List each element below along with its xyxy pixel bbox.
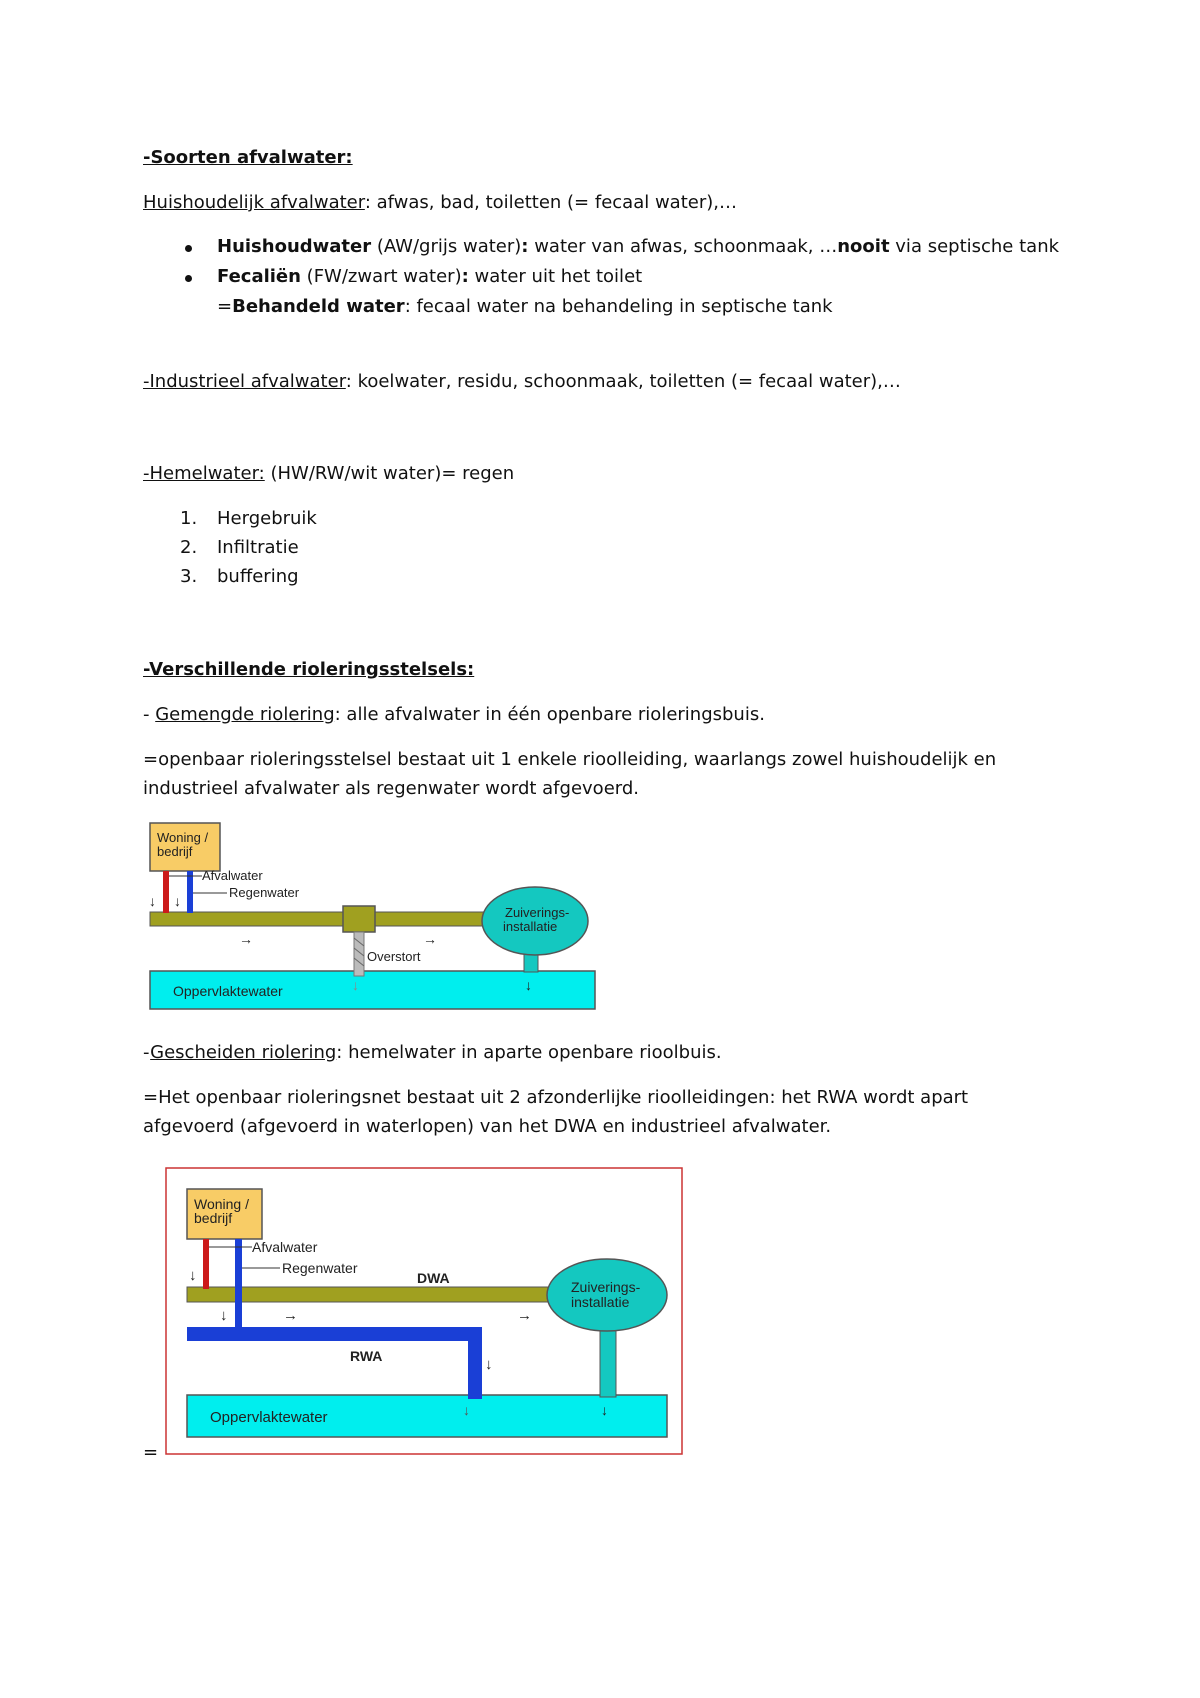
gemengd-desc-2: industrieel afvalwater als regenwater wordt afgevoerd. bbox=[143, 778, 639, 799]
afvalwater-label: Afvalwater bbox=[252, 1239, 318, 1255]
rwa-pipe bbox=[187, 1327, 482, 1341]
gemengd-line bbox=[143, 704, 765, 725]
gescheiden-label: Gescheiden riolering bbox=[150, 1042, 337, 1063]
arrow-down-icon: ↓ bbox=[485, 1356, 493, 1373]
main-pipe bbox=[150, 912, 485, 926]
regenwater-label: Regenwater bbox=[229, 885, 300, 900]
arrow-down-icon: ↓ bbox=[189, 1267, 197, 1284]
dash-prefix: - bbox=[143, 1042, 151, 1063]
oppervlaktewater-label: Oppervlaktewater bbox=[210, 1409, 328, 1426]
list-item: buffering bbox=[217, 566, 299, 587]
arrow-right-icon: → bbox=[517, 1307, 532, 1324]
list-number: 3. bbox=[180, 566, 198, 587]
arrow-down-icon: ↓ bbox=[220, 1307, 228, 1324]
list-item: Infiltratie bbox=[217, 537, 299, 558]
list-item: Hergebruik bbox=[217, 508, 317, 529]
dwa-pipe bbox=[187, 1287, 557, 1302]
rwa-label: RWA bbox=[350, 1348, 383, 1364]
huishoudelijk-rest: : afwas, bad, toiletten (= fecaal water),… bbox=[364, 192, 737, 213]
arrow-right-icon: → bbox=[283, 1307, 298, 1324]
woning-label: Woning / bbox=[194, 1196, 249, 1212]
bullet-dot bbox=[185, 275, 192, 282]
gescheiden-line bbox=[143, 1042, 722, 1063]
zuivering-label: installatie bbox=[571, 1294, 630, 1310]
dash-prefix: - bbox=[143, 704, 156, 725]
regenwater-pipe bbox=[235, 1239, 242, 1329]
behandeld-rest: : fecaal water na behandeling in septische tank bbox=[404, 296, 833, 317]
woning-label: Woning / bbox=[157, 830, 209, 845]
bullet-fecalien bbox=[217, 266, 642, 287]
bullet-text: (AW/grijs water) bbox=[371, 236, 522, 257]
behandeld-line bbox=[217, 296, 833, 317]
oppervlaktewater-label: Oppervlaktewater bbox=[173, 983, 283, 999]
bullet-text: water van afwas, schoonmaak, … bbox=[528, 236, 838, 257]
arrow-down-icon: ↓ bbox=[149, 893, 156, 909]
regenwater-label: Regenwater bbox=[282, 1260, 358, 1276]
industrieel-label: -Industrieel afvalwater bbox=[143, 371, 346, 392]
huishoudelijk-line bbox=[143, 192, 737, 213]
woning-label: bedrijf bbox=[194, 1210, 233, 1226]
afvalwater-pipe bbox=[163, 871, 169, 913]
bullet-bold: Huishoudwater bbox=[217, 236, 372, 257]
bullet-dot bbox=[185, 245, 192, 252]
arrow-down-icon: ↓ bbox=[601, 1402, 608, 1418]
industrieel-rest: : koelwater, residu, schoonmaak, toiletten (= fecaal water),… bbox=[345, 371, 901, 392]
arrow-right-icon: → bbox=[423, 931, 437, 947]
gemengd-rest: : alle afvalwater in één openbare rioleringsbuis. bbox=[334, 704, 765, 725]
heading-soorten-afvalwater: -Soorten afvalwater: bbox=[143, 147, 353, 168]
bullet-colon: : bbox=[461, 266, 469, 287]
bullet-text: water uit het toilet bbox=[468, 266, 643, 287]
diagram-gemengde-riolering bbox=[145, 818, 600, 1018]
bullet-text: via septische tank bbox=[889, 236, 1060, 257]
overstort-box bbox=[343, 906, 375, 932]
hemelwater-line bbox=[143, 463, 514, 484]
afvalwater-label: Afvalwater bbox=[202, 868, 263, 883]
industrieel-line bbox=[143, 371, 901, 392]
dwa-label: DWA bbox=[417, 1270, 450, 1286]
arrow-down-icon: ↓ bbox=[525, 977, 532, 993]
regenwater-pipe bbox=[187, 871, 193, 913]
heading-rioleringsstelsels: -Verschillende rioleringsstelsels: bbox=[143, 659, 475, 680]
arrow-down-icon: ↓ bbox=[352, 977, 359, 993]
hemelwater-label: -Hemelwater: bbox=[143, 463, 265, 484]
arrow-right-icon: → bbox=[239, 931, 253, 947]
bullet-huishoudwater bbox=[217, 236, 1059, 257]
overstort-label: Overstort bbox=[367, 949, 421, 964]
trailing-equals: = bbox=[143, 1442, 159, 1463]
zuivering-label: Zuiverings- bbox=[505, 905, 570, 920]
gescheiden-rest: : hemelwater in aparte openbare rioolbuis. bbox=[336, 1042, 722, 1063]
gemengd-label: Gemengde riolering bbox=[155, 704, 335, 725]
bullet-text: (FW/zwart water) bbox=[300, 266, 462, 287]
huishoudelijk-label: Huishoudelijk afvalwater bbox=[143, 192, 365, 213]
gescheiden-desc-2: afgevoerd (afgevoerd in waterlopen) van het DWA en industrieel afvalwater. bbox=[143, 1116, 832, 1137]
bullet-bold: Fecaliën bbox=[217, 266, 301, 287]
list-number: 1. bbox=[180, 508, 198, 529]
arrow-down-icon: ↓ bbox=[174, 893, 181, 909]
rwa-pipe-down bbox=[468, 1327, 482, 1399]
diagram-gescheiden-riolering bbox=[165, 1167, 685, 1457]
list-number: 2. bbox=[180, 537, 198, 558]
gescheiden-desc-1: =Het openbaar rioleringsnet bestaat uit 2 afzonderlijke rioolleidingen: het RWA wordt apart bbox=[143, 1087, 969, 1108]
hemelwater-rest: (HW/RW/wit water)= regen bbox=[264, 463, 515, 484]
arrow-down-icon: ↓ bbox=[463, 1402, 470, 1418]
bullet-bold-nooit: nooit bbox=[837, 236, 890, 257]
equals-prefix: = bbox=[217, 296, 233, 317]
bullet-colon: : bbox=[521, 236, 529, 257]
woning-label: bedrijf bbox=[157, 844, 193, 859]
afvalwater-pipe bbox=[203, 1239, 209, 1289]
gemengd-desc-1: =openbaar rioleringsstelsel bestaat uit 1 enkele rioolleiding, waarlangs zowel huishoudelijk en bbox=[143, 749, 997, 770]
behandeld-bold: Behandeld water bbox=[232, 296, 405, 317]
zuivering-label: Zuiverings- bbox=[571, 1279, 641, 1295]
zuivering-label: installatie bbox=[503, 919, 558, 934]
